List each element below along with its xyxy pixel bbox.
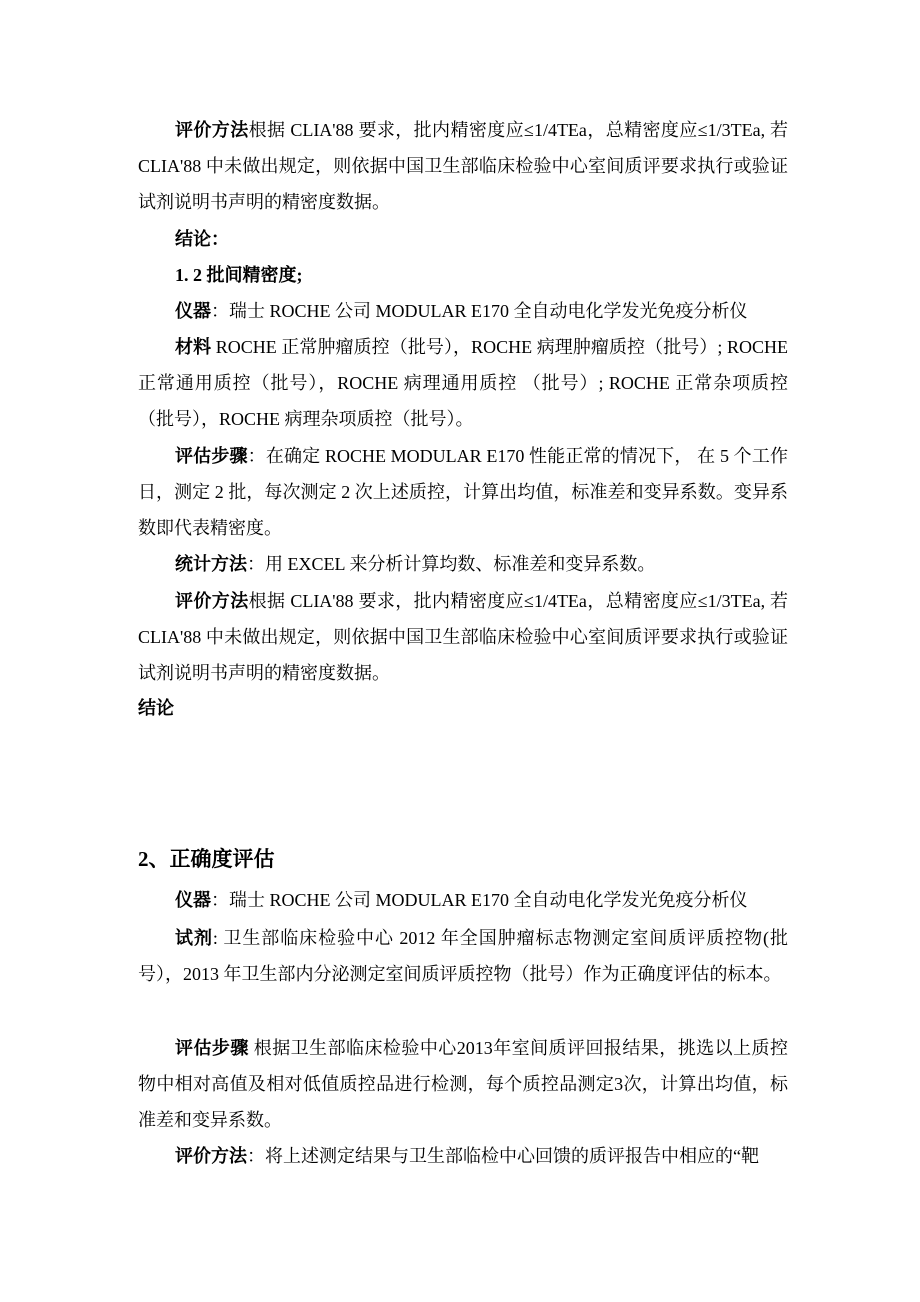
instrument-label: 仪器 bbox=[175, 301, 211, 321]
evaluation-steps-label: 评估步骤 bbox=[175, 1038, 249, 1058]
evaluation-method-text: 根据 CLIA'88 要求，批内精密度应≤1/4TEa，总精密度应≤1/3TEa, 若 CLIA'88 中未做出规定，则依据中国卫生部临床检验中心室间质评要求执行或验证试剂说明书声明的精密度数据。 bbox=[138, 120, 788, 212]
evaluation-steps-paragraph-1 bbox=[138, 438, 788, 546]
instrument-text: ：瑞士 ROCHE 公司 MODULAR E170 全自动电化学发光免疫分析仪 bbox=[211, 890, 748, 910]
evaluation-method-paragraph-1 bbox=[138, 112, 788, 220]
conclusion-label: 结论： bbox=[175, 229, 229, 249]
instrument-text: ：瑞士 ROCHE 公司 MODULAR E170 全自动电化学发光免疫分析仪 bbox=[211, 301, 748, 321]
subheading-between-run-precision bbox=[175, 257, 303, 293]
evaluation-steps-paragraph-2 bbox=[138, 1030, 788, 1138]
evaluation-method-paragraph-2 bbox=[138, 583, 788, 691]
reagent-paragraph bbox=[138, 920, 788, 992]
evaluation-steps-label: 评估步骤 bbox=[175, 446, 248, 466]
instrument-paragraph-1 bbox=[175, 293, 748, 329]
instrument-paragraph-2 bbox=[175, 882, 748, 918]
materials-label: 材料 bbox=[175, 337, 212, 357]
conclusion-label: 结论 bbox=[138, 698, 174, 718]
instrument-label: 仪器 bbox=[175, 890, 211, 910]
conclusion-line-1 bbox=[175, 221, 229, 257]
materials-paragraph bbox=[138, 329, 788, 437]
evaluation-method-paragraph-3 bbox=[175, 1138, 759, 1174]
evaluation-method-label: 评价方法 bbox=[175, 591, 249, 611]
statistics-method-label: 统计方法 bbox=[175, 554, 247, 574]
evaluation-method-label: 评价方法 bbox=[175, 1146, 247, 1166]
evaluation-steps-text: 根据卫生部临床检验中心2013年室间质评回报结果，挑选以上质控物中相对高值及相对低值质控品进行检测，每个质控品测定3次，计算出均值，标准差和变异系数。 bbox=[138, 1038, 788, 1130]
reagent-label: 试剂 bbox=[175, 928, 213, 948]
evaluation-method-label: 评价方法 bbox=[175, 120, 249, 140]
conclusion-line-2 bbox=[138, 690, 788, 726]
materials-text: ROCHE 正常肿瘤质控（批号），ROCHE 病理肿瘤质控（批号）; ROCHE 正常通用质控（批号），ROCHE 病理通用质控 （批号）; ROCHE 正常杂项质控（批号），ROCHE 病理杂项质控（批号）。 bbox=[138, 337, 789, 429]
subheading-text: 1. 2 批间精密度; bbox=[175, 265, 303, 285]
evaluation-method-text: 根据 CLIA'88 要求，批内精密度应≤1/4TEa，总精密度应≤1/3TEa, 若 CLIA'88 中未做出规定，则依据中国卫生部临床检验中心室间质评要求执行或验证试剂说明书声明的精密度数据。 bbox=[138, 591, 788, 683]
evaluation-method-text: ：将上述测定结果与卫生部临检中心回馈的质评报告中相应的“靶 bbox=[247, 1146, 759, 1166]
section-heading-trueness: 2、正确度评估 bbox=[138, 847, 275, 871]
statistics-method-text: ：用 EXCEL 来分析计算均数、标准差和变异系数。 bbox=[247, 554, 656, 574]
evaluation-steps-text: ：在确定 ROCHE MODULAR E170 性能正常的情况下， 在 5 个工作日，测定 2 批，每次测定 2 次上述质控，计算出均值，标准差和变异系数。变异系数即代表精密度。 bbox=[138, 446, 788, 538]
statistics-method-paragraph bbox=[175, 546, 655, 582]
reagent-text: : 卫生部临床检验中心 2012 年全国肿瘤标志物测定室间质评质控物(批号），2013 年卫生部内分泌测定室间质评质控物（批号）作为正确度评估的标本。 bbox=[138, 928, 788, 984]
